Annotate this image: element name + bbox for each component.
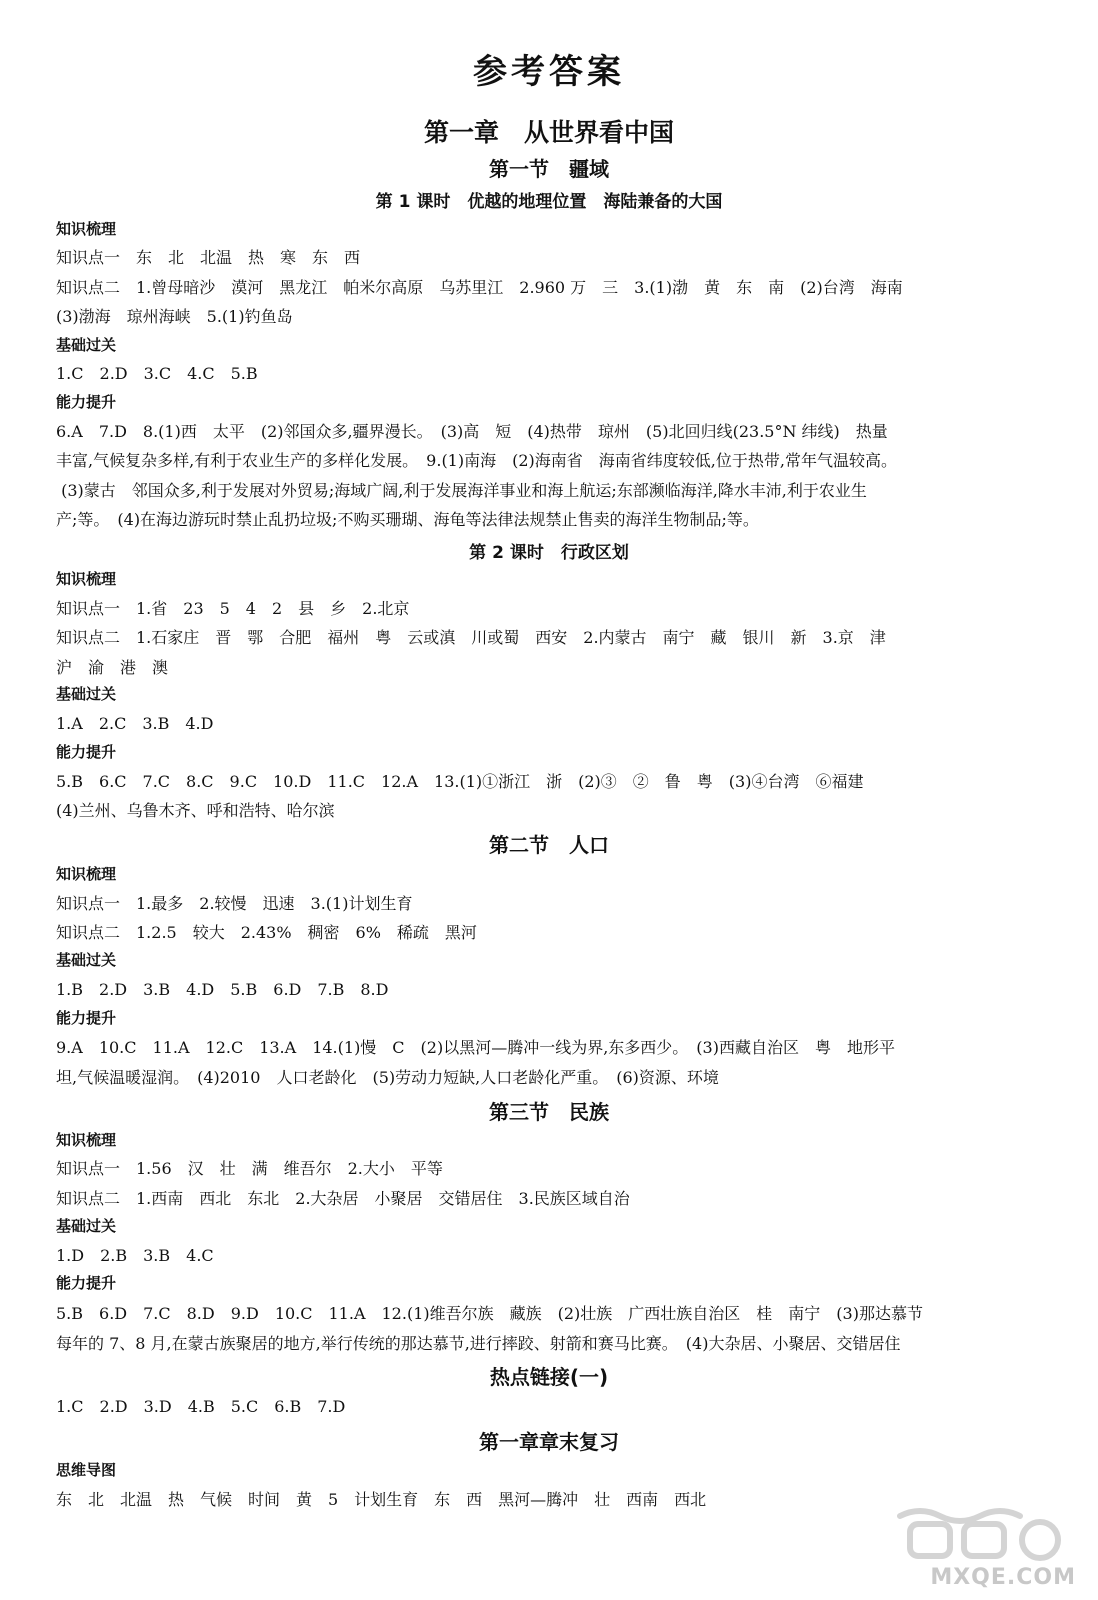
answer-line: 坦,气候温暖湿润。 (4)2010 人口老龄化 (5)劳动力短缺,人口老龄化严重。 (6)资源、环境 (56, 1068, 719, 1087)
answer-line: 5.B 6.D 7.C 8.D 9.D 10.C 11.A 12.(1)维吾尔族 藏族 (2)壮族 广西壮族自治区 桂 南宁 (3)那达慕节 (56, 1304, 923, 1323)
lesson-heading-1: 第 1 课时 优越的地理位置 海陆兼备的大国 (375, 192, 723, 212)
label-ability: 能力提升 (56, 1009, 117, 1027)
answer-line: (4)兰州、乌鲁木齐、呼和浩特、哈尔滨 (56, 801, 335, 820)
answer-line: 沪 渝 港 澳 (56, 658, 169, 677)
answer-line: 知识点二 1.西南 西北 东北 2.大杂居 小聚居 交错居住 3.民族区域自治 (56, 1189, 630, 1208)
watermark-text: MXQE.COM (930, 1565, 1076, 1590)
answer-line: 知识点一 1.最多 2.较慢 迅速 3.(1)计划生育 (56, 894, 413, 913)
label-knowledge: 知识梳理 (56, 570, 117, 588)
label-basic: 基础过关 (56, 951, 117, 969)
section-heading-territory: 第一节 疆域 (489, 157, 609, 181)
label-ability: 能力提升 (56, 393, 117, 411)
answer-line: 1.C 2.D 3.C 4.C 5.B (56, 364, 258, 383)
label-knowledge: 知识梳理 (56, 865, 117, 883)
lesson-heading-2: 第 2 课时 行政区划 (469, 543, 629, 563)
answer-line: 每年的 7、8 月,在蒙古族聚居的地方,举行传统的那达慕节,进行摔跤、射箭和赛马比赛。 (4)大杂居、小聚居、交错居住 (56, 1334, 901, 1353)
label-basic: 基础过关 (56, 685, 117, 703)
label-knowledge: 知识梳理 (56, 1131, 117, 1149)
page-title: 参考答案 (473, 52, 625, 92)
section-heading-hotlink: 热点链接(一) (489, 1365, 609, 1389)
label-ability: 能力提升 (56, 1274, 117, 1292)
label-knowledge: 知识梳理 (56, 220, 117, 238)
answer-line: (3)渤海 琼州海峡 5.(1)钓鱼岛 (56, 307, 293, 326)
answer-line: 1.B 2.D 3.B 4.D 5.B 6.D 7.B 8.D (56, 980, 389, 999)
section-heading-review: 第一章章末复习 (479, 1430, 619, 1454)
section-heading-population: 第二节 人口 (489, 833, 609, 857)
answer-line: 知识点二 1.曾母暗沙 漠河 黑龙江 帕米尔高原 乌苏里江 2.960 万 三 3.(1)渤 黄 东 南 (2)台湾 海南 (56, 278, 903, 297)
answer-line: 产;等。 (4)在海边游玩时禁止乱扔垃圾;不购买珊瑚、海龟等法律法规禁止售卖的海洋生物制品;等。 (56, 510, 759, 529)
label-mindmap: 思维导图 (56, 1461, 117, 1479)
answer-line: 1.C 2.D 3.D 4.B 5.C 6.B 7.D (56, 1397, 346, 1416)
label-ability: 能力提升 (56, 743, 117, 761)
answer-line: 6.A 7.D 8.(1)西 太平 (2)邻国众多,疆界漫长。 (3)高 短 (4)热带 琼州 (5)北回归线(23.5°N 纬线) 热量 (56, 422, 888, 441)
answer-line: 丰富,气候复杂多样,有利于农业生产的多样化发展。 9.(1)南海 (2)海南省 海南省纬度较低,位于热带,常年气温较高。 (56, 451, 897, 470)
answer-line: 1.D 2.B 3.B 4.C (56, 1246, 214, 1265)
answer-line: 知识点一 1.56 汉 壮 满 维吾尔 2.大小 平等 (56, 1159, 443, 1178)
answer-line: (3)蒙古 邻国众多,利于发展对外贸易;海域广阔,利于发展海洋事业和海上航运;东部濒临海洋,降水丰沛,利于农业生 (56, 481, 867, 500)
answer-line: 9.A 10.C 11.A 12.C 13.A 14.(1)慢 C (2)以黑河—腾冲一线为界,东多西少。 (3)西藏自治区 粤 地形平 (56, 1038, 895, 1057)
label-basic: 基础过关 (56, 1217, 117, 1235)
section-heading-ethnicity: 第三节 民族 (489, 1100, 609, 1124)
answer-line: 知识点一 东 北 北温 热 寒 东 西 (56, 248, 361, 267)
answer-line: 东 北 北温 热 气候 时间 黄 5 计划生育 东 西 黑河—腾冲 壮 西南 西北 (56, 1490, 707, 1509)
answer-line: 知识点二 1.石家庄 晋 鄂 合肥 福州 粤 云或滇 川或蜀 西安 2.内蒙古 南宁 藏 银川 新 3.京 津 (56, 628, 886, 647)
answer-line: 1.A 2.C 3.B 4.D (56, 714, 214, 733)
chapter-heading: 第一章 从世界看中国 (423, 118, 674, 147)
answer-line: 5.B 6.C 7.C 8.C 9.C 10.D 11.C 12.A 13.(1)①浙江 浙 (2)③ ② 鲁 粤 (3)④台湾 ⑥福建 (56, 772, 864, 791)
answer-line: 知识点二 1.2.5 较大 2.43% 稠密 6% 稀疏 黑河 (56, 923, 477, 942)
answer-line: 知识点一 1.省 23 5 4 2 县 乡 2.北京 (56, 599, 410, 618)
label-basic: 基础过关 (56, 336, 117, 354)
